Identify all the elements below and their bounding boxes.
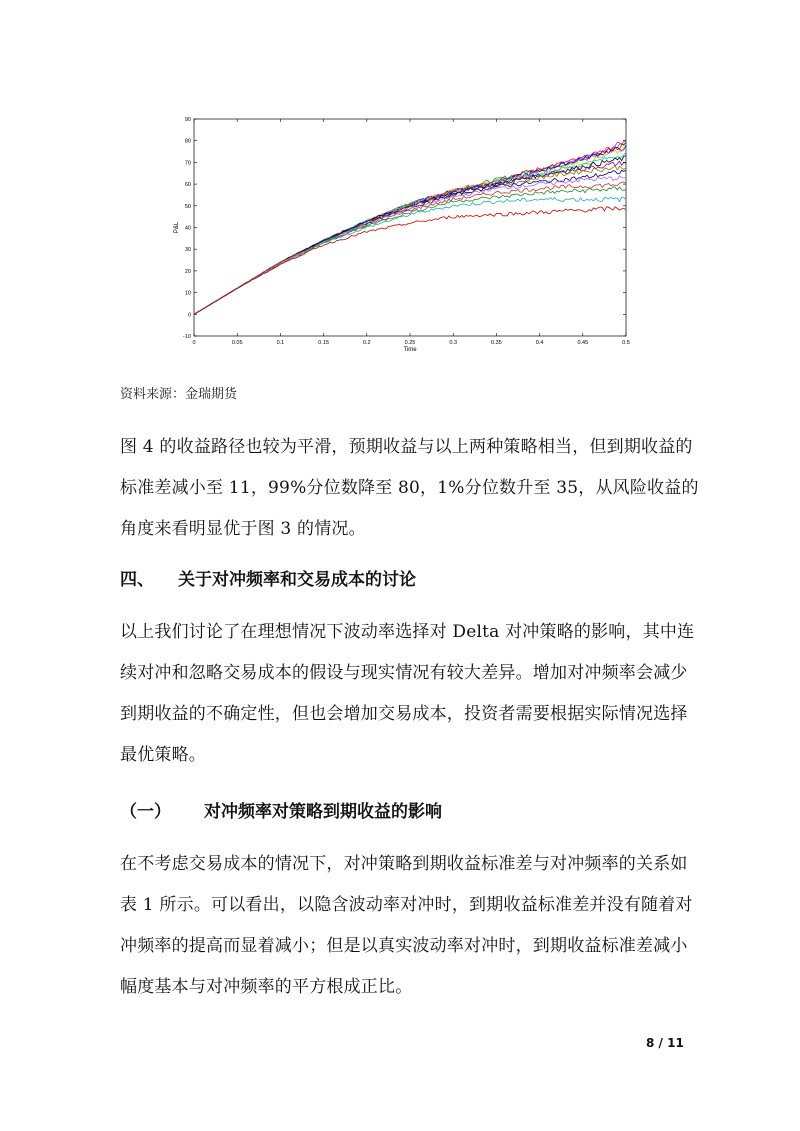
x-tick-label: 0.35: [491, 340, 502, 346]
x-tick-label: 0.5: [622, 340, 630, 346]
subsection-heading-1: [120, 800, 442, 824]
paragraph-frequency-effect: 在不考虑交易成本的情况下，对冲策略到期收益标准差与对冲频率的关系如表 1 所示。可以看出，以隐含波动率对冲时，到期收益标准差并没有随着对冲频率的提高而显着减小；但是以真实波动率对冲时，到期收益标准差减小幅度基本与对冲频率的平方根成正比。: [120, 854, 693, 997]
y-tick-label: 0: [187, 312, 191, 319]
pnl-chart: [168, 112, 636, 358]
y-tick-label: 20: [184, 268, 191, 275]
x-tick-label: 0.45: [577, 340, 589, 346]
paragraph-figure4-analysis: 图 4 的收益路径也较为平滑，预期收益与以上两种策略相当，但到期收益的标准差减小至 11，99%分位数降至 80，1%分位数升至 35，从风险收益的角度来看明显优于图 3 的情况。: [120, 437, 699, 539]
page-current: 8: [646, 1036, 655, 1050]
x-axis-label: Time: [403, 347, 417, 353]
x-tick-label: 0.15: [318, 340, 329, 346]
y-axis-label: P&L: [174, 221, 180, 234]
y-tick-label: 70: [184, 160, 191, 167]
x-tick-label: 0.25: [404, 340, 416, 346]
x-tick-label: 0: [192, 340, 196, 346]
y-tick-label: 80: [184, 138, 191, 145]
y-tick-label: 90: [184, 117, 191, 123]
x-tick-label: 0.2: [362, 340, 371, 346]
y-tick-label: 60: [184, 182, 191, 189]
section-heading-4: [120, 568, 416, 592]
y-tick-label: 50: [184, 203, 191, 210]
x-tick-label: 0.3: [449, 340, 458, 346]
source-note: 资料来源：金瑞期货: [120, 387, 238, 402]
subsection-title: 对冲频率对策略到期收益的影响: [204, 802, 442, 822]
page-total: 11: [667, 1036, 684, 1050]
x-tick-label: 0.05: [231, 340, 243, 346]
x-tick-label: 0.1: [276, 340, 285, 346]
plot-frame: [194, 119, 626, 336]
y-tick-label: 30: [184, 247, 191, 254]
x-tick-label: 0.4: [535, 340, 544, 346]
page-separator: /: [654, 1036, 668, 1050]
section-number: 四、: [120, 570, 154, 590]
paragraph-frequency-intro: 以上我们讨论了在理想情况下波动率选择对 Delta 对冲策略的影响，其中连续对冲和忽略交易成本的假设与现实情况有较大差异。增加对冲频率会减少到期收益的不确定性，但也会增加交易成本，投资者需要根据实际情况选择最优策略。: [120, 622, 695, 765]
pnl-chart-svg: [168, 112, 636, 358]
page-number: [646, 1036, 684, 1050]
y-tick-label: 40: [184, 225, 191, 232]
y-tick-label: -10: [183, 334, 191, 340]
subsection-number: （一）: [120, 802, 171, 822]
y-tick-label: 10: [184, 290, 191, 297]
section-title: 关于对冲频率和交易成本的讨论: [178, 570, 416, 590]
